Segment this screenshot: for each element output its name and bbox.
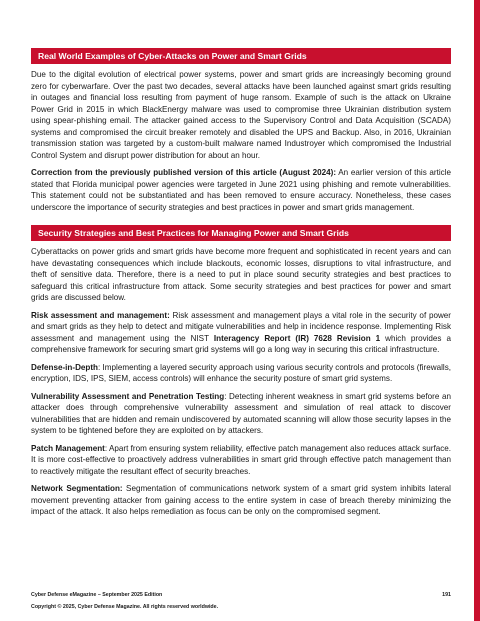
paragraph-correction xyxy=(31,167,451,213)
paragraph-vulnerability-assessment xyxy=(31,391,451,437)
risk-assessment-text-b: which provides a comprehensive framework for securing smart grid systems will go a long way in securing this critical infrastructure. xyxy=(31,333,451,354)
footer-publication: Cyber Defense eMagazine – September 2025 Edition xyxy=(31,592,163,598)
paragraph-real-world-examples: Due to the digital evolution of electrical power systems, power and smart grids are increasingly becoming ground zero for cyberwarfare. Over the past two decades, several attacks have been launched against smart grids resulting in outages and financial loss resulting from payment of huge ransom. Example of such is the attack on Ukraine Power Grid in 2015 in which BlackEnergy malware was used to compromise three Ukrainian distribution system using spear-phishing email. The attacker gained access to the Supervisory Control and Data Acquisition (SCADA) systems and compromised the circuit breaker remotely and disabled the UPS and Backup. Also, in 2016, Ukrainian transmission station was targeted by a custom-built malware named Industroyer which compromised the Industrial Control System and disrupt power distribution for about an hour. xyxy=(31,70,451,160)
correction-text: An earlier version of this article stated that Florida municipal power agencies were targeted in June 2021 using phishing and remote vulnerabilities. This statement could not be substantiated and has been removed to ensure accuracy. Nonetheless, these cases underscore the importance of security strategies and best practices in power and smart grids management. xyxy=(31,168,452,212)
paragraph-network-segmentation xyxy=(31,483,451,518)
paragraph-risk-assessment xyxy=(31,310,451,356)
footer-page-number: 191 xyxy=(442,592,451,598)
network-segmentation-label: Network Segmentation: xyxy=(31,484,123,493)
risk-assessment-text-a: Risk assessment and management plays a vital role in the security of power and smart grids as they help to detect and mitigate vulnerabilities and help in incidence response. Implementing Risk assessment and management using the NIST xyxy=(31,310,452,343)
patch-management-label: Patch Management xyxy=(31,443,105,453)
paragraph-defense-in-depth xyxy=(31,362,451,385)
footer-copyright: Copyright © 2025, Cyber Defense Magazine. All rights reserved worldwide. xyxy=(31,604,219,610)
footer-publication-line xyxy=(31,592,451,598)
patch-management-text: : Apart from ensuring system reliability, effective patch management also reduces attack surface. It is more cost-effective to proactively address vulnerabilities in smart grid through effective patch management than to reactively mitigate the resultant effect of security breaches. xyxy=(31,443,451,476)
section-heading-real-world-examples: Real World Examples of Cyber-Attacks on Power and Smart Grids xyxy=(31,48,451,64)
risk-assessment-label: Risk assessment and management: xyxy=(31,310,170,320)
paragraph-patch-management xyxy=(31,443,451,478)
section-heading-security-strategies: Security Strategies and Best Practices for Managing Power and Smart Grids xyxy=(31,225,451,241)
correction-label: Correction from the previously published version of this article (August 2024): xyxy=(31,168,337,177)
defense-in-depth-text: : Implementing a layered security approach using various security controls and protocols (firewalls, encryption, IDS, IPS, SIEM, access controls) will enhance the security posture of smart grid systems. xyxy=(31,362,451,383)
article-body xyxy=(31,48,451,524)
vulnerability-assessment-label: Vulnerability Assessment and Penetration Testing xyxy=(31,391,225,401)
defense-in-depth-label: Defense-in-Depth xyxy=(31,362,99,372)
network-segmentation-text: Segmentation of communications network system of a smart grid system inhibits lateral movement preventing attacker from gaining access to the entire system in case of breach thereby minimizing the impact of the attack. It also helps remediation as focus can be only on the compromised segment. xyxy=(31,484,451,516)
accent-edge-bar xyxy=(474,0,480,621)
vulnerability-assessment-text: : Detecting inherent weakness in smart grid systems before an attacker does through comprehensive vulnerability assessment and simulation of real attack to discover vulnerabilities that are hidden and remain undiscovered by automated scanning will allow those security lapses in the system to be tightened before they are exploited on by attackers. xyxy=(31,391,451,435)
nist-report-name: Interagency Report (IR) 7628 Revision 1 xyxy=(213,333,381,343)
paragraph-security-intro: Cyberattacks on power grids and smart grids have become more frequent and sophisticated in recent years and can have devastating consequences which include blackouts, economic losses, disruptions to vital infrastructure, and theft of sensitive data. Therefore, there is a need to put in place sound security strategies and best practices to safeguard this critical infrastructure from attack. Some security strategies and best practices for power and smart grids are discussed below. xyxy=(31,247,451,302)
